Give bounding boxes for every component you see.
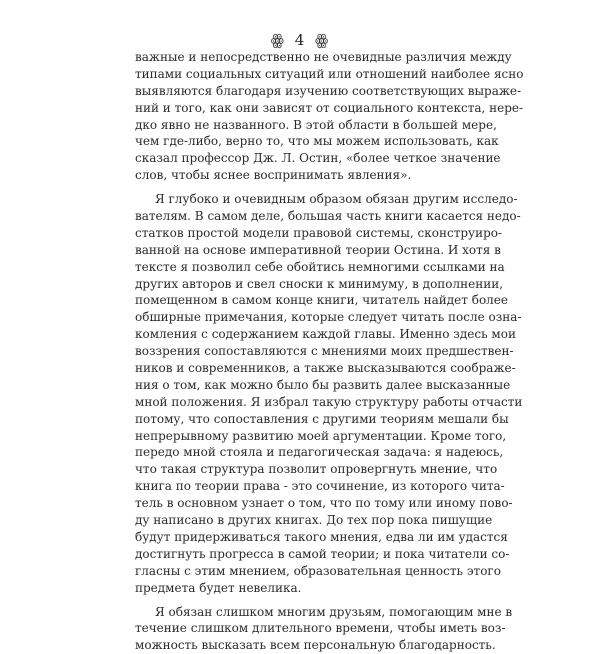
paragraph bbox=[135, 49, 468, 184]
text-line: обширные примечания, которые следует читать после озна- bbox=[135, 309, 468, 326]
text-line: книга по теории права - это сочинение, из которого чита- bbox=[135, 478, 468, 495]
text-line: ния о том, как можно было бы развить далее высказанные bbox=[135, 377, 468, 394]
text-line: ванной на основе императивной теории Остина. И хотя в bbox=[135, 242, 468, 259]
text-line: тель в основном узнает о том, что по тому или иному пово- bbox=[135, 495, 468, 512]
text-line: ников и современников, а также высказываются соображе- bbox=[135, 360, 468, 377]
text-line: Я глубоко и очевидным образом обязан другим исследо- bbox=[135, 191, 468, 208]
text-line: сказал профессор Дж. Л. Остин, «более четкое значение bbox=[135, 150, 468, 167]
text-line: можность высказать всем персональную благодарность. bbox=[135, 637, 468, 654]
page-number: 4 bbox=[295, 31, 306, 49]
text-line: комления с содержанием каждой главы. Именно здесь мои bbox=[135, 326, 468, 343]
text-line: ний и того, как они зависят от социального контекста, нере- bbox=[135, 100, 468, 117]
text-line: течение слишком длительного времени, чтобы иметь воз- bbox=[135, 620, 468, 637]
paragraph bbox=[135, 604, 468, 654]
body-text bbox=[135, 49, 468, 654]
text-line: статков простой модели правовой системы, сконструиро- bbox=[135, 225, 468, 242]
text-line: гласны с этим мнением, образовательная ценность этого bbox=[135, 563, 468, 580]
text-line: что такая структура позволит опровергнуть мнение, что bbox=[135, 461, 468, 478]
text-line: выявляются благодаря изучению соответствующих выраже- bbox=[135, 83, 468, 100]
text-line: типами социальных ситуаций или отношений наиболее ясно bbox=[135, 66, 468, 83]
text-line: помещенном в самом конце книги, читатель найдет более bbox=[135, 292, 468, 309]
text-line: непрерывному развитию моей аргументации. Кроме того, bbox=[135, 428, 468, 445]
ornament-right-icon: ꙮ bbox=[315, 31, 329, 49]
text-line: тексте я позволил себе обойтись немногими ссылками на bbox=[135, 259, 468, 276]
text-line: воззрения сопоставляются с мнениями моих предшествен- bbox=[135, 343, 468, 360]
text-line: будут придерживаться такого мнения, едва ли им удастся bbox=[135, 529, 468, 546]
paragraph bbox=[135, 191, 468, 596]
text-line: мной положения. Я избрал такую структуру работы отчасти bbox=[135, 394, 468, 411]
text-line: слов, чтобы яснее воспринимать явления». bbox=[135, 167, 468, 184]
text-line: Я обязан слишком многим друзьям, помогающим мне в bbox=[135, 604, 468, 621]
text-line: дко явно не названного. В этой области в большей мере, bbox=[135, 117, 468, 134]
text-line: других авторов и свел сноски к минимуму, в дополнении, bbox=[135, 276, 468, 293]
text-line: чем где-либо, верно то, что мы можем использовать, как bbox=[135, 133, 468, 150]
text-line: вателям. В самом деле, большая часть книги касается недо- bbox=[135, 208, 468, 225]
text-line: предмета будет невелика. bbox=[135, 580, 468, 597]
paragraph-gap bbox=[135, 184, 468, 191]
text-line: важные и непосредственно не очевидные различия между bbox=[135, 49, 468, 66]
ornament-left-icon: ꙮ bbox=[271, 31, 285, 49]
text-line: достигнуть прогресса в самой теории; и пока читатели со- bbox=[135, 546, 468, 563]
page-header bbox=[0, 31, 600, 49]
paragraph-gap bbox=[135, 597, 468, 604]
text-line: ду написано в других книгах. До тех пор пока пишущие bbox=[135, 512, 468, 529]
text-line: потому, что сопоставления с другими теориям мешали бы bbox=[135, 411, 468, 428]
text-line: передо мной стояла и педагогическая задача: я надеюсь, bbox=[135, 444, 468, 461]
